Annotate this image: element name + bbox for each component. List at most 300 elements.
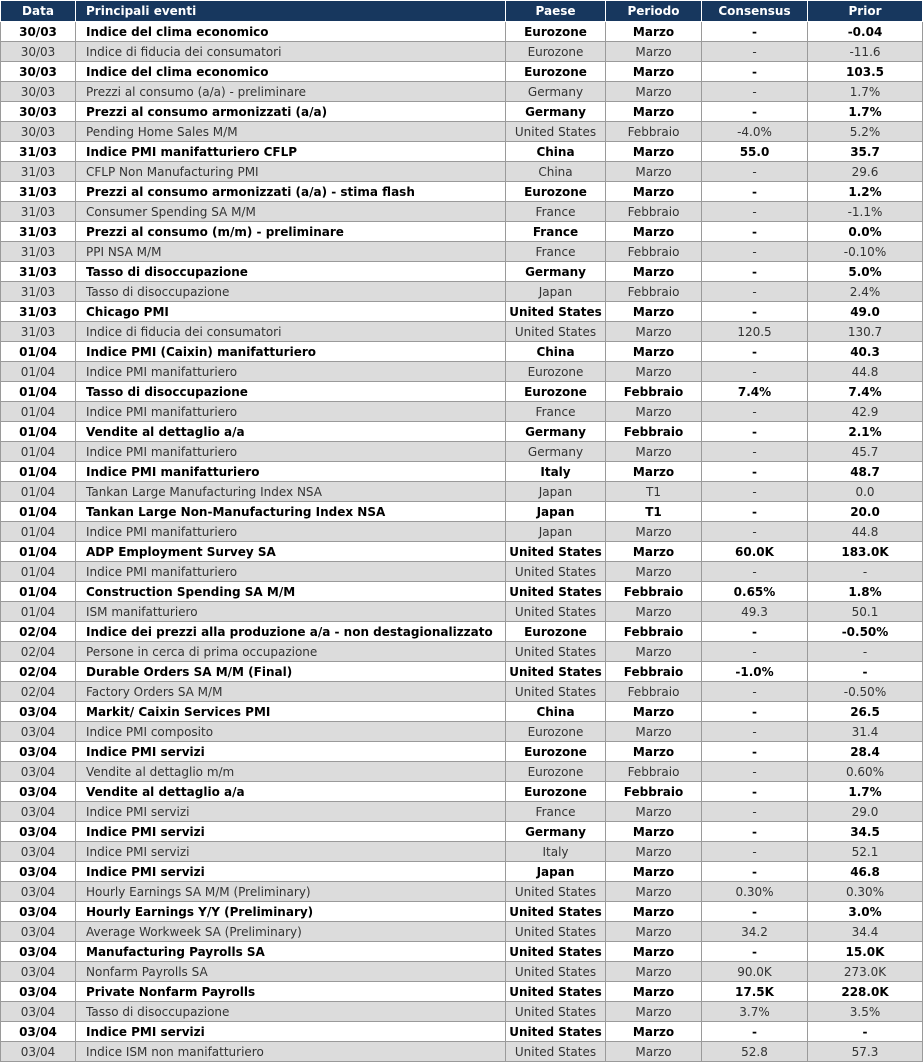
cell-event: Prezzi al consumo armonizzati (a/a) - stima flash xyxy=(76,182,506,202)
table-row xyxy=(1,362,923,382)
cell-prior: 57.3 xyxy=(808,1042,923,1062)
cell-period: Marzo xyxy=(606,1042,702,1062)
cell-date: 31/03 xyxy=(1,162,76,182)
cell-prior: 42.9 xyxy=(808,402,923,422)
cell-event: Vendite al dettaglio m/m xyxy=(76,762,506,782)
cell-date: 03/04 xyxy=(1,882,76,902)
cell-date: 31/03 xyxy=(1,282,76,302)
table-row xyxy=(1,762,923,782)
cell-prior: 0.30% xyxy=(808,882,923,902)
table-row xyxy=(1,722,923,742)
cell-date: 03/04 xyxy=(1,742,76,762)
cell-period: Febbraio xyxy=(606,762,702,782)
cell-date: 03/04 xyxy=(1,802,76,822)
cell-date: 31/03 xyxy=(1,322,76,342)
cell-country: Eurozone xyxy=(506,722,606,742)
cell-event: Construction Spending SA M/M xyxy=(76,582,506,602)
cell-country: Germany xyxy=(506,442,606,462)
cell-period: Febbraio xyxy=(606,782,702,802)
cell-event: Persone in cerca di prima occupazione xyxy=(76,642,506,662)
table-row xyxy=(1,622,923,642)
cell-consensus: - xyxy=(702,262,808,282)
cell-consensus: - xyxy=(702,802,808,822)
cell-date: 03/04 xyxy=(1,862,76,882)
cell-period: Febbraio xyxy=(606,422,702,442)
table-row xyxy=(1,862,923,882)
cell-country: Italy xyxy=(506,842,606,862)
cell-country: United States xyxy=(506,982,606,1002)
cell-date: 01/04 xyxy=(1,422,76,442)
cell-prior: 45.7 xyxy=(808,442,923,462)
cell-period: Marzo xyxy=(606,702,702,722)
cell-country: China xyxy=(506,162,606,182)
cell-date: 01/04 xyxy=(1,482,76,502)
cell-date: 02/04 xyxy=(1,642,76,662)
cell-event: Markit/ Caixin Services PMI xyxy=(76,702,506,722)
cell-date: 30/03 xyxy=(1,22,76,42)
table-row xyxy=(1,442,923,462)
cell-date: 03/04 xyxy=(1,962,76,982)
cell-consensus: - xyxy=(702,702,808,722)
cell-event: Durable Orders SA M/M (Final) xyxy=(76,662,506,682)
cell-date: 30/03 xyxy=(1,122,76,142)
cell-period: Marzo xyxy=(606,22,702,42)
cell-event: Tankan Large Manufacturing Index NSA xyxy=(76,482,506,502)
table-row xyxy=(1,982,923,1002)
cell-period: Marzo xyxy=(606,802,702,822)
cell-country: United States xyxy=(506,1022,606,1042)
cell-consensus: 3.7% xyxy=(702,1002,808,1022)
cell-country: Eurozone xyxy=(506,182,606,202)
cell-country: Japan xyxy=(506,862,606,882)
cell-prior: 34.4 xyxy=(808,922,923,942)
cell-prior: 5.2% xyxy=(808,122,923,142)
cell-country: Germany xyxy=(506,82,606,102)
cell-consensus: -1.0% xyxy=(702,662,808,682)
cell-prior: 0.0% xyxy=(808,222,923,242)
table-row xyxy=(1,882,923,902)
cell-prior: 49.0 xyxy=(808,302,923,322)
cell-prior: 0.0 xyxy=(808,482,923,502)
cell-prior: -0.04 xyxy=(808,22,923,42)
cell-event: Indice PMI (Caixin) manifatturiero xyxy=(76,342,506,362)
cell-date: 03/04 xyxy=(1,922,76,942)
cell-period: Marzo xyxy=(606,602,702,622)
cell-event: Vendite al dettaglio a/a xyxy=(76,782,506,802)
cell-country: Japan xyxy=(506,282,606,302)
cell-country: United States xyxy=(506,962,606,982)
table-row xyxy=(1,802,923,822)
cell-prior: -0.10% xyxy=(808,242,923,262)
cell-period: Marzo xyxy=(606,462,702,482)
cell-consensus: - xyxy=(702,82,808,102)
cell-prior: 5.0% xyxy=(808,262,923,282)
table-row xyxy=(1,962,923,982)
cell-prior: 28.4 xyxy=(808,742,923,762)
table-row xyxy=(1,482,923,502)
table-row xyxy=(1,1002,923,1022)
cell-date: 01/04 xyxy=(1,382,76,402)
cell-prior: 2.1% xyxy=(808,422,923,442)
cell-date: 01/04 xyxy=(1,602,76,622)
cell-country: United States xyxy=(506,302,606,322)
cell-country: Germany xyxy=(506,262,606,282)
cell-date: 03/04 xyxy=(1,902,76,922)
cell-date: 03/04 xyxy=(1,1022,76,1042)
table-row xyxy=(1,822,923,842)
table-row xyxy=(1,122,923,142)
table-row xyxy=(1,942,923,962)
cell-event: Manufacturing Payrolls SA xyxy=(76,942,506,962)
cell-country: Italy xyxy=(506,462,606,482)
cell-prior: 52.1 xyxy=(808,842,923,862)
cell-consensus: - xyxy=(702,42,808,62)
table-row xyxy=(1,422,923,442)
cell-consensus: - xyxy=(702,242,808,262)
cell-consensus: - xyxy=(702,682,808,702)
cell-event: Indice PMI manifatturiero xyxy=(76,562,506,582)
cell-country: Eurozone xyxy=(506,762,606,782)
cell-date: 01/04 xyxy=(1,462,76,482)
cell-date: 01/04 xyxy=(1,542,76,562)
cell-prior: 29.6 xyxy=(808,162,923,182)
cell-country: United States xyxy=(506,922,606,942)
cell-period: Marzo xyxy=(606,322,702,342)
table-row xyxy=(1,1022,923,1042)
cell-event: Prezzi al consumo armonizzati (a/a) xyxy=(76,102,506,122)
cell-event: Indice ISM non manifatturiero xyxy=(76,1042,506,1062)
cell-event: Indice PMI manifatturiero xyxy=(76,402,506,422)
cell-date: 30/03 xyxy=(1,42,76,62)
cell-period: Marzo xyxy=(606,402,702,422)
cell-date: 03/04 xyxy=(1,722,76,742)
cell-period: Marzo xyxy=(606,882,702,902)
cell-country: Eurozone xyxy=(506,622,606,642)
table-row xyxy=(1,562,923,582)
cell-event: ADP Employment Survey SA xyxy=(76,542,506,562)
cell-consensus: -4.0% xyxy=(702,122,808,142)
cell-country: France xyxy=(506,402,606,422)
cell-prior: 1.2% xyxy=(808,182,923,202)
cell-country: France xyxy=(506,222,606,242)
cell-date: 03/04 xyxy=(1,942,76,962)
header-event: Principali eventi xyxy=(76,1,506,22)
table-body xyxy=(1,22,923,1062)
cell-prior: 228.0K xyxy=(808,982,923,1002)
cell-country: Eurozone xyxy=(506,382,606,402)
cell-prior: 29.0 xyxy=(808,802,923,822)
cell-date: 02/04 xyxy=(1,622,76,642)
cell-prior: 1.8% xyxy=(808,582,923,602)
cell-prior: - xyxy=(808,662,923,682)
cell-date: 30/03 xyxy=(1,62,76,82)
cell-country: Germany xyxy=(506,822,606,842)
cell-prior: 46.8 xyxy=(808,862,923,882)
table-row xyxy=(1,1042,923,1062)
cell-event: Pending Home Sales M/M xyxy=(76,122,506,142)
cell-consensus: - xyxy=(702,302,808,322)
cell-consensus: - xyxy=(702,562,808,582)
table-row xyxy=(1,182,923,202)
cell-country: Japan xyxy=(506,502,606,522)
cell-date: 31/03 xyxy=(1,182,76,202)
cell-country: United States xyxy=(506,602,606,622)
cell-event: Indice PMI manifatturiero xyxy=(76,462,506,482)
cell-country: United States xyxy=(506,562,606,582)
cell-country: Eurozone xyxy=(506,22,606,42)
cell-event: Indice dei prezzi alla produzione a/a - non destagionalizzato xyxy=(76,622,506,642)
cell-period: Marzo xyxy=(606,962,702,982)
cell-prior: 44.8 xyxy=(808,522,923,542)
table-row xyxy=(1,82,923,102)
table-row xyxy=(1,402,923,422)
cell-period: Marzo xyxy=(606,142,702,162)
cell-consensus: - xyxy=(702,442,808,462)
cell-country: United States xyxy=(506,322,606,342)
cell-country: Eurozone xyxy=(506,62,606,82)
cell-consensus: - xyxy=(702,782,808,802)
cell-date: 03/04 xyxy=(1,762,76,782)
cell-consensus: - xyxy=(702,722,808,742)
cell-date: 30/03 xyxy=(1,102,76,122)
table-row xyxy=(1,662,923,682)
cell-consensus: 0.65% xyxy=(702,582,808,602)
cell-period: Febbraio xyxy=(606,622,702,642)
cell-prior: -0.50% xyxy=(808,622,923,642)
cell-date: 01/04 xyxy=(1,402,76,422)
table-row xyxy=(1,322,923,342)
table-row xyxy=(1,62,923,82)
cell-consensus: 17.5K xyxy=(702,982,808,1002)
cell-event: Indice PMI servizi xyxy=(76,822,506,842)
cell-period: Febbraio xyxy=(606,682,702,702)
cell-country: United States xyxy=(506,682,606,702)
cell-consensus: - xyxy=(702,362,808,382)
cell-consensus: - xyxy=(702,642,808,662)
cell-consensus: - xyxy=(702,842,808,862)
cell-period: Marzo xyxy=(606,542,702,562)
cell-period: Marzo xyxy=(606,902,702,922)
table-row xyxy=(1,682,923,702)
cell-date: 30/03 xyxy=(1,82,76,102)
cell-period: Marzo xyxy=(606,262,702,282)
cell-consensus: - xyxy=(702,862,808,882)
cell-country: Eurozone xyxy=(506,362,606,382)
cell-prior: 3.0% xyxy=(808,902,923,922)
cell-date: 31/03 xyxy=(1,242,76,262)
cell-event: Tasso di disoccupazione xyxy=(76,1002,506,1022)
table-row xyxy=(1,582,923,602)
cell-prior: 31.4 xyxy=(808,722,923,742)
cell-consensus: 55.0 xyxy=(702,142,808,162)
cell-date: 02/04 xyxy=(1,682,76,702)
cell-event: Indice PMI servizi xyxy=(76,1022,506,1042)
cell-consensus: 49.3 xyxy=(702,602,808,622)
cell-event: Indice PMI servizi xyxy=(76,742,506,762)
cell-period: Marzo xyxy=(606,722,702,742)
cell-event: Prezzi al consumo (m/m) - preliminare xyxy=(76,222,506,242)
cell-prior: - xyxy=(808,562,923,582)
table-row xyxy=(1,522,923,542)
cell-period: T1 xyxy=(606,482,702,502)
cell-prior: 1.7% xyxy=(808,782,923,802)
cell-country: France xyxy=(506,202,606,222)
table-row xyxy=(1,742,923,762)
cell-event: Indice PMI servizi xyxy=(76,862,506,882)
cell-date: 31/03 xyxy=(1,142,76,162)
cell-consensus: - xyxy=(702,282,808,302)
cell-date: 01/04 xyxy=(1,342,76,362)
table-row xyxy=(1,162,923,182)
cell-country: Germany xyxy=(506,422,606,442)
cell-period: Febbraio xyxy=(606,282,702,302)
table-row xyxy=(1,542,923,562)
table-row xyxy=(1,502,923,522)
cell-consensus: - xyxy=(702,202,808,222)
cell-prior: 50.1 xyxy=(808,602,923,622)
cell-event: Factory Orders SA M/M xyxy=(76,682,506,702)
cell-period: Marzo xyxy=(606,742,702,762)
cell-period: Febbraio xyxy=(606,242,702,262)
table-row xyxy=(1,202,923,222)
cell-period: Febbraio xyxy=(606,202,702,222)
cell-country: Germany xyxy=(506,102,606,122)
cell-event: Tasso di disoccupazione xyxy=(76,262,506,282)
cell-consensus: - xyxy=(702,522,808,542)
cell-event: Chicago PMI xyxy=(76,302,506,322)
header-period: Periodo xyxy=(606,1,702,22)
cell-period: T1 xyxy=(606,502,702,522)
cell-period: Febbraio xyxy=(606,122,702,142)
cell-consensus: - xyxy=(702,162,808,182)
cell-prior: 130.7 xyxy=(808,322,923,342)
cell-period: Marzo xyxy=(606,302,702,322)
cell-period: Febbraio xyxy=(606,582,702,602)
cell-event: Indice PMI composito xyxy=(76,722,506,742)
cell-consensus: - xyxy=(702,942,808,962)
cell-date: 01/04 xyxy=(1,522,76,542)
cell-period: Marzo xyxy=(606,342,702,362)
cell-date: 03/04 xyxy=(1,782,76,802)
header-date: Data xyxy=(1,1,76,22)
cell-consensus: 52.8 xyxy=(702,1042,808,1062)
cell-event: Indice di fiducia dei consumatori xyxy=(76,42,506,62)
cell-country: United States xyxy=(506,122,606,142)
header-row xyxy=(1,1,923,22)
cell-period: Marzo xyxy=(606,1002,702,1022)
cell-period: Marzo xyxy=(606,362,702,382)
cell-date: 03/04 xyxy=(1,1002,76,1022)
cell-prior: 0.60% xyxy=(808,762,923,782)
table-row xyxy=(1,282,923,302)
cell-prior: 40.3 xyxy=(808,342,923,362)
cell-prior: 20.0 xyxy=(808,502,923,522)
table-row xyxy=(1,22,923,42)
cell-period: Marzo xyxy=(606,182,702,202)
cell-consensus: - xyxy=(702,902,808,922)
table-row xyxy=(1,642,923,662)
cell-consensus: - xyxy=(702,762,808,782)
cell-prior: - xyxy=(808,642,923,662)
cell-date: 01/04 xyxy=(1,582,76,602)
cell-consensus: 120.5 xyxy=(702,322,808,342)
cell-period: Marzo xyxy=(606,62,702,82)
cell-consensus: - xyxy=(702,182,808,202)
table-row xyxy=(1,242,923,262)
cell-consensus: - xyxy=(702,422,808,442)
cell-event: Indice PMI manifatturiero xyxy=(76,522,506,542)
cell-event: ISM manifatturiero xyxy=(76,602,506,622)
cell-date: 31/03 xyxy=(1,302,76,322)
cell-period: Marzo xyxy=(606,82,702,102)
cell-event: Hourly Earnings SA M/M (Preliminary) xyxy=(76,882,506,902)
cell-period: Marzo xyxy=(606,922,702,942)
cell-event: Indice del clima economico xyxy=(76,62,506,82)
cell-date: 03/04 xyxy=(1,702,76,722)
cell-date: 03/04 xyxy=(1,842,76,862)
cell-country: Japan xyxy=(506,522,606,542)
cell-country: Eurozone xyxy=(506,782,606,802)
cell-event: Indice PMI manifatturiero xyxy=(76,442,506,462)
cell-country: United States xyxy=(506,1002,606,1022)
cell-event: Tasso di disoccupazione xyxy=(76,282,506,302)
cell-event: Nonfarm Payrolls SA xyxy=(76,962,506,982)
cell-prior: 183.0K xyxy=(808,542,923,562)
cell-date: 31/03 xyxy=(1,202,76,222)
cell-date: 01/04 xyxy=(1,502,76,522)
cell-event: CFLP Non Manufacturing PMI xyxy=(76,162,506,182)
cell-event: Indice di fiducia dei consumatori xyxy=(76,322,506,342)
table-row xyxy=(1,782,923,802)
cell-consensus: 90.0K xyxy=(702,962,808,982)
cell-country: China xyxy=(506,142,606,162)
cell-event: Indice PMI manifatturiero xyxy=(76,362,506,382)
table-row xyxy=(1,302,923,322)
cell-country: United States xyxy=(506,642,606,662)
cell-country: United States xyxy=(506,882,606,902)
cell-consensus: - xyxy=(702,482,808,502)
cell-prior: 44.8 xyxy=(808,362,923,382)
cell-period: Marzo xyxy=(606,982,702,1002)
cell-event: Tankan Large Non-Manufacturing Index NSA xyxy=(76,502,506,522)
cell-prior: 273.0K xyxy=(808,962,923,982)
cell-period: Marzo xyxy=(606,822,702,842)
cell-country: United States xyxy=(506,1042,606,1062)
cell-event: Indice PMI servizi xyxy=(76,842,506,862)
cell-event: Prezzi al consumo (a/a) - preliminare xyxy=(76,82,506,102)
cell-consensus: 34.2 xyxy=(702,922,808,942)
cell-consensus: - xyxy=(702,1022,808,1042)
cell-event: Average Workweek SA (Preliminary) xyxy=(76,922,506,942)
cell-prior: - xyxy=(808,1022,923,1042)
table-row xyxy=(1,382,923,402)
cell-consensus: 0.30% xyxy=(702,882,808,902)
cell-period: Marzo xyxy=(606,642,702,662)
cell-event: Indice PMI manifatturiero CFLP xyxy=(76,142,506,162)
cell-consensus: - xyxy=(702,222,808,242)
cell-prior: 26.5 xyxy=(808,702,923,722)
cell-country: Japan xyxy=(506,482,606,502)
cell-country: Eurozone xyxy=(506,742,606,762)
cell-country: China xyxy=(506,342,606,362)
cell-period: Marzo xyxy=(606,842,702,862)
cell-period: Marzo xyxy=(606,442,702,462)
cell-prior: 103.5 xyxy=(808,62,923,82)
cell-period: Marzo xyxy=(606,102,702,122)
header-consensus: Consensus xyxy=(702,1,808,22)
cell-consensus: - xyxy=(702,462,808,482)
cell-country: France xyxy=(506,242,606,262)
